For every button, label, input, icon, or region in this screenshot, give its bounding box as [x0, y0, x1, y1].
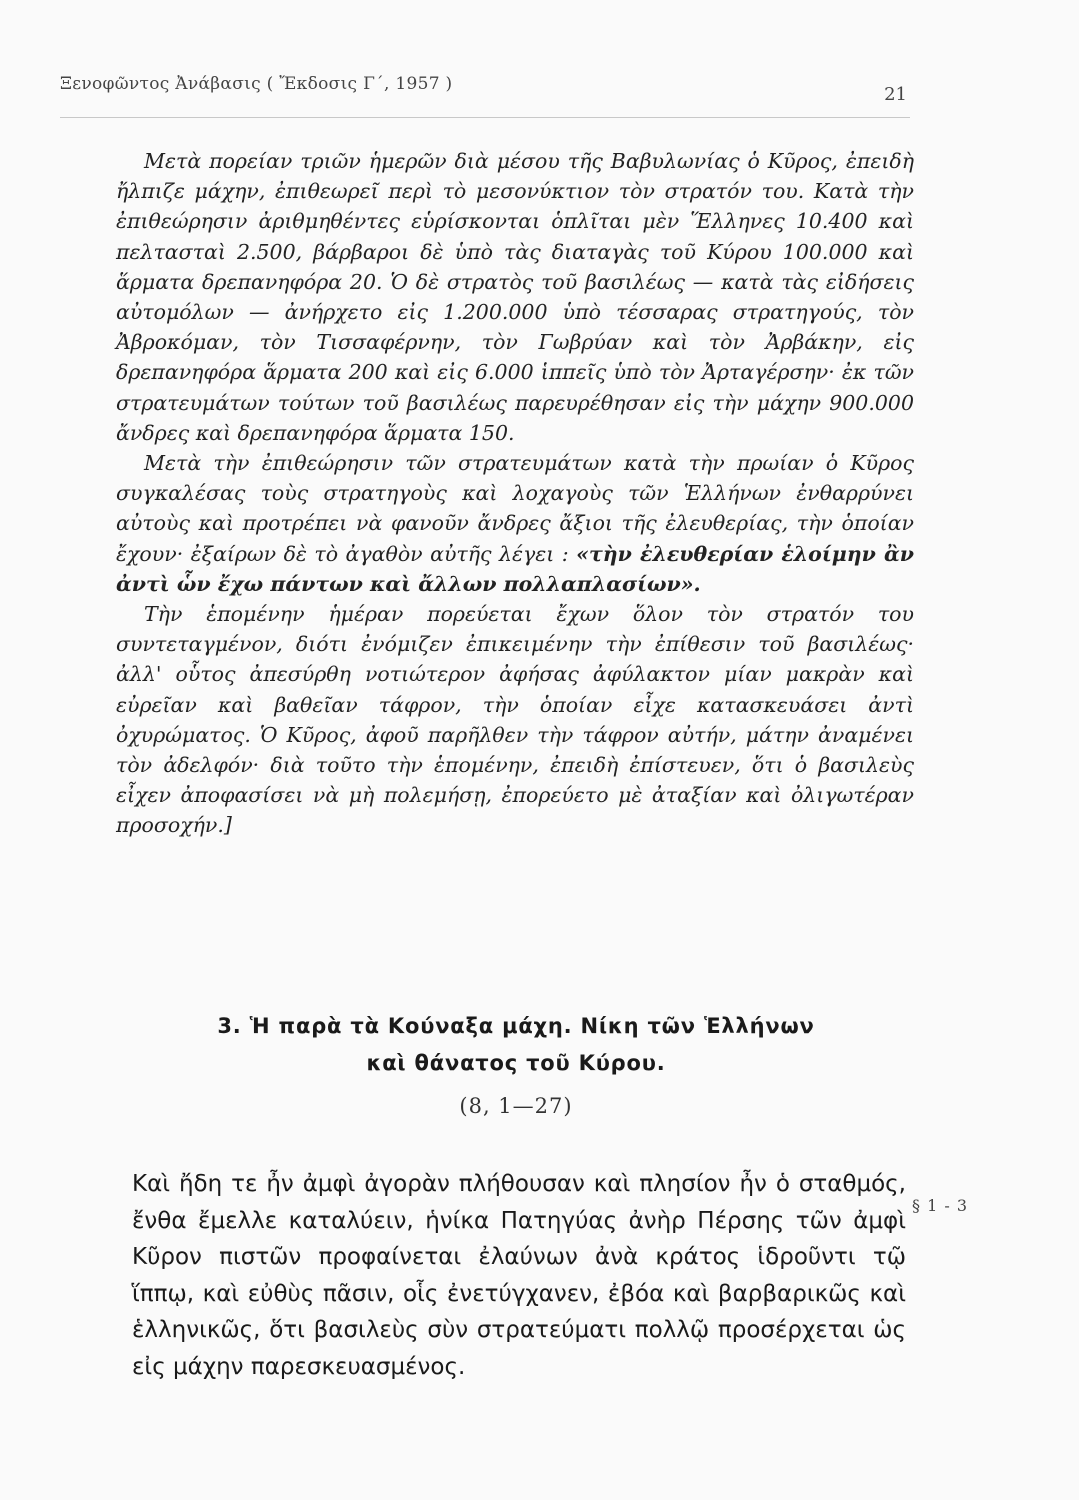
section-heading-line: 3. Ἡ παρὰ τὰ Κούναξα μάχη. Νίκη τῶν Ἑλλήνων: [217, 1014, 815, 1038]
summary-commentary: [116, 146, 914, 841]
margin-note: § 1 - 3: [912, 1196, 969, 1215]
running-header: Ξενοφῶντος Ἀνάβασις ( Ἔκδοσις Γ΄, 1957 ): [60, 74, 453, 94]
summary-paragraph: [116, 448, 914, 599]
cyrus-quote: «τὴν ἐλευθερίαν ἑλοίμην ἂν ἀντὶ ὧν ἔχω πάντων καὶ ἄλλων πολλαπλασίων».: [116, 541, 914, 596]
summary-paragraph: Τὴν ἑπομένην ἡμέραν πορεύεται ἔχων ὅλον τὸν στρατόν του συντεταγμένον, διότι ἐνόμιζεν ἐπικειμένην τὴν ἐπίθεσιν τοῦ βασιλέως· ἀλλ' οὗτος ἀπεσύρθη νοτιώτερον ἀφήσας ἀφύλακτον μίαν μακρὰν καὶ εὐρεῖαν καὶ βαθεῖαν τάφρον, τὴν ὁποίαν εἶχε κατασκευάσει ἀντὶ ὀχυρώματος. Ὁ Κῦρος, ἀφοῦ παρῆλθεν τὴν τάφρον αὐτήν, μάτην ἀναμένει τὸν ἀδελφόν· διὰ τοῦτο τὴν ἑπομένην, ἐπειδὴ ἐπίστευεν, ὅτι ὁ βασιλεὺς εἶχεν ἀποφασίσει νὰ μὴ πολεμήσῃ, ἐπορεύετο μὲ ἀταξίαν καὶ ὀλιγωτέραν προσοχήν.]: [116, 602, 914, 838]
section-reference: (8, 1—27): [459, 1094, 573, 1118]
summary-paragraph: Μετὰ πορείαν τριῶν ἡμερῶν διὰ μέσου τῆς Βαβυλωνίας ὁ Κῦρος, ἐπειδὴ ἤλπιζε μάχην, ἐπιθεωρεῖ περὶ τὸ μεσονύκτιον τὸν στρατόν του. Κατὰ τὴν ἐπιθεώρησιν ἀριθμηθέντες εὑρίσκονται ὁπλῖται μὲν Ἕλληνες 10.400 καὶ πελτασταὶ 2.500, βάρβαροι δὲ ὑπὸ τὰς διαταγὰς τοῦ Κύρου 100.000 καὶ ἅρματα δρεπανηφόρα 20. Ὁ δὲ στρατὸς τοῦ βασιλέως — κατὰ τὰς εἰδήσεις αὐτομόλων — ἀνήρχετο εἰς 1.200.000 ὑπὸ τέσσαρας στρατηγούς, τὸν Ἀβροκόμαν, τὸν Τισσαφέρνην, τὸν Γωβρύαν καὶ τὸν Ἀρβάκην, εἰς δρεπανηφόρα ἅρματα 200 καὶ εἰς 6.000 ἱππεῖς ὑπὸ τὸν Ἀρταγέρσην· ἐκ τῶν στρατευμάτων τούτων τοῦ βασιλέως παρευρέθησαν εἰς τὴν μάχην 900.000 ἄνδρες καὶ δρεπανηφόρα ἅρματα 150.: [116, 149, 914, 445]
header-rule: [60, 117, 910, 118]
greek-paragraph: Καὶ ἤδη τε ἦν ἀμφὶ ἀγορὰν πλήθουσαν καὶ πλησίον ἦν ὁ σταθμός, ἔνθα ἔμελλε καταλύειν, ἡνίκα Πατηγύας ἀνὴρ Πέρσης τῶν ἀμφὶ Κῦρον πιστῶν προφαίνεται ἐλαύνων ἀνὰ κράτος ἱδροῦντι τῷ ἵππῳ, καὶ εὐθὺς πᾶσιν, οἷς ἐνετύγχανεν, ἐβόα καὶ βαρβαρικῶς καὶ ἑλληνικῶς, ὅτι βασιλεὺς σὺν στρατεύματι πολλῷ προσέρχεται ὡς εἰς μάχην παρεσκευασμένος.: [132, 1171, 906, 1380]
page-number: 21: [884, 84, 907, 105]
summary-paragraph-intro: Μετὰ τὴν ἐπιθεώρησιν τῶν στρατευμάτων κατὰ τὴν πρωίαν ὁ Κῦρος συγκαλέσας τοὺς στρατηγοὺς καὶ λοχαγοὺς τῶν Ἑλλήνων ἐνθαρρύνει αὐτοὺς καὶ προτρέπει νὰ φανοῦν ἄνδρες ἄξιοι τῆς ἐλευθερίας, τὴν ὁποίαν ἔχουν· ἐξαίρων δὲ τὸ ἀγαθὸν αὐτῆς λέγει :: [116, 451, 914, 566]
ancient-greek-text: [132, 1166, 906, 1386]
section-heading: [116, 1008, 916, 1082]
section-heading-line: καὶ θάνατος τοῦ Κύρου.: [366, 1051, 666, 1075]
